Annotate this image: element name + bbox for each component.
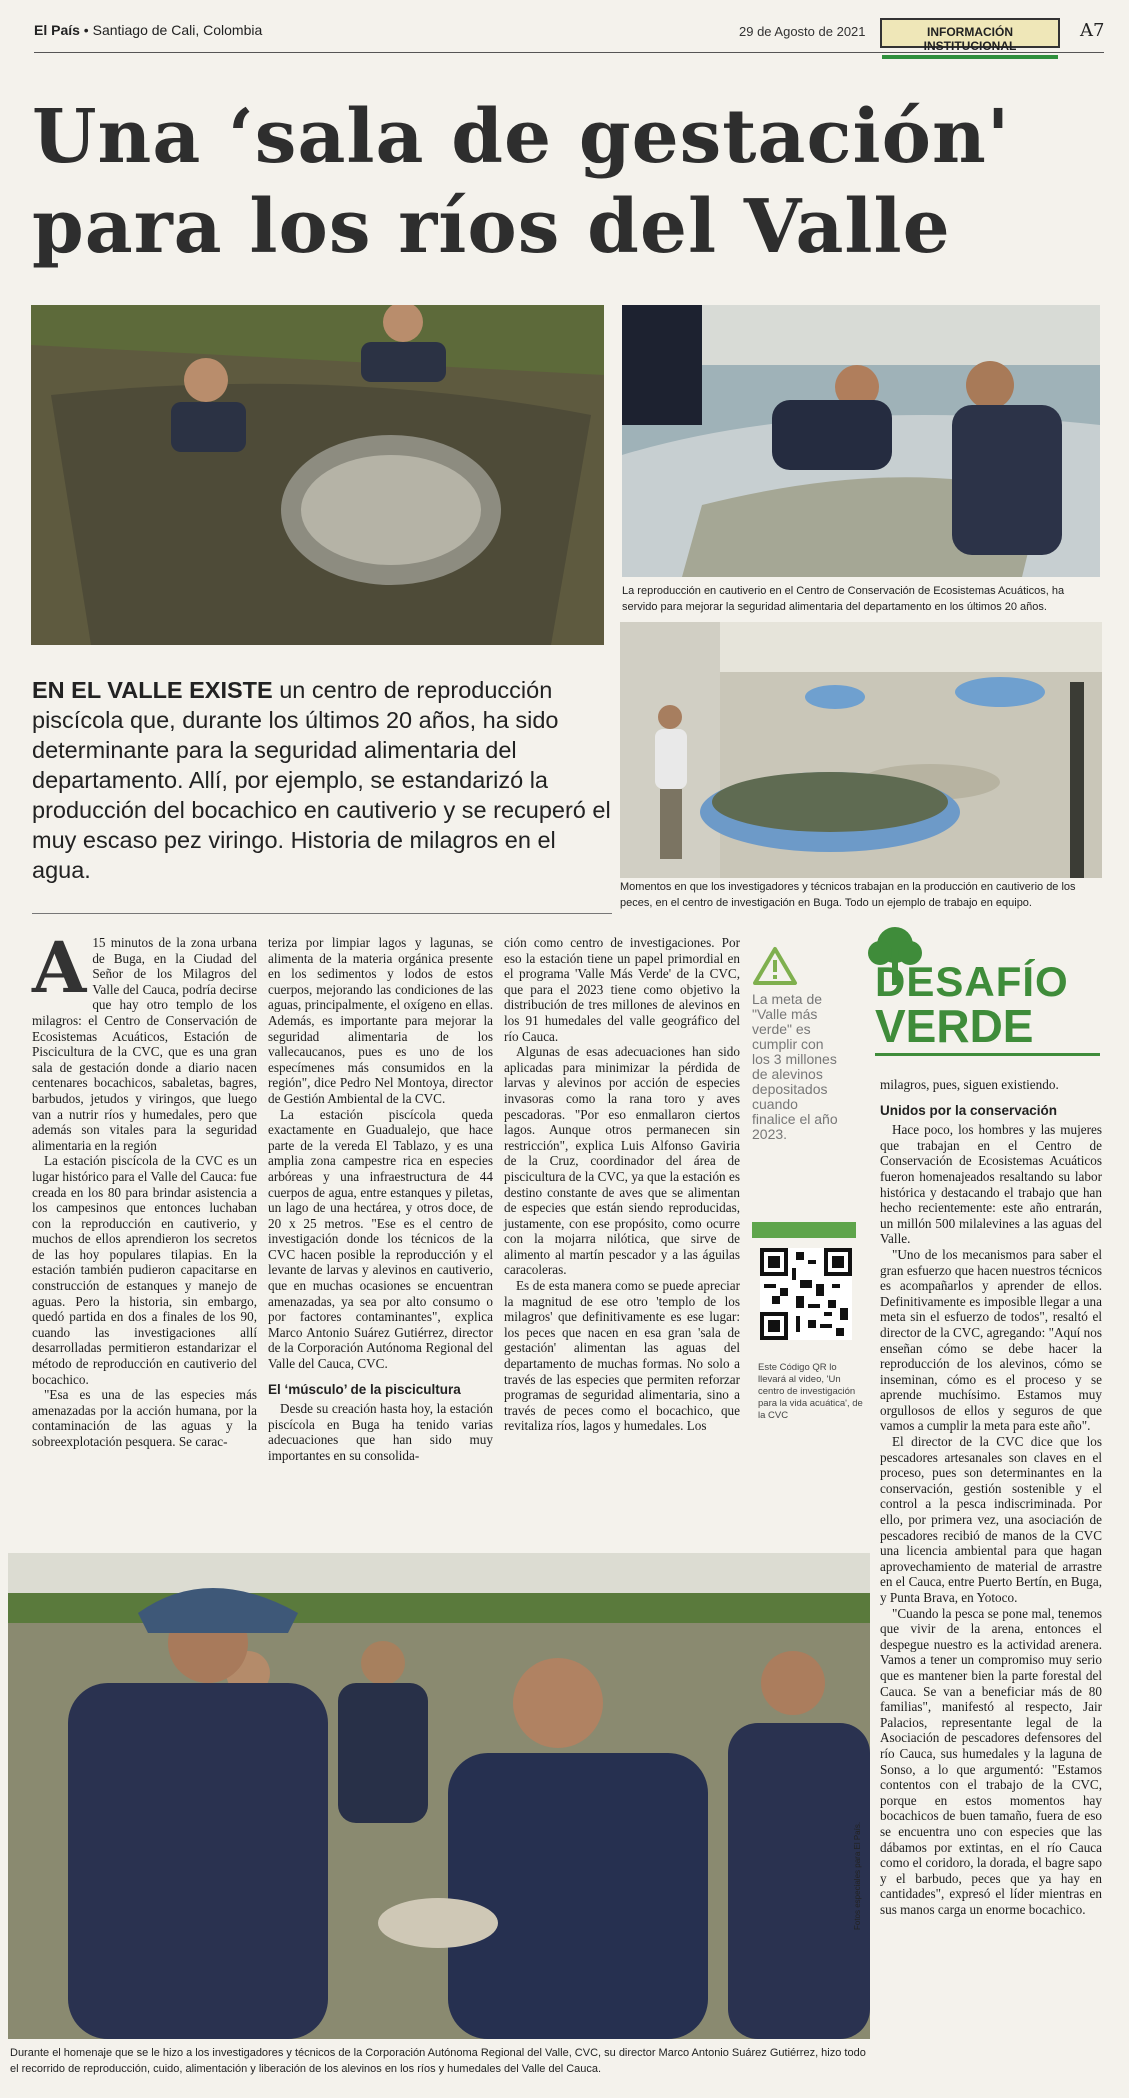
article-column-2 — [268, 935, 493, 1464]
logo-word-verde: VERDE — [875, 1000, 1034, 1052]
section-badge-label: INFORMACIÓN INSTITUCIONAL — [882, 25, 1058, 59]
article-column-1 — [32, 926, 257, 1450]
photo-breeding-tank — [622, 305, 1100, 577]
photo-caption-mid-right: Momentos en que los investigadores y técnicos trabajan en la producción en cautiverio de los peces, en el centro de investigación en Buga. Todo un ejemplo de trabajo en equipo. — [620, 881, 1076, 909]
photo-net-with-fish — [31, 305, 604, 645]
qr-code-icon[interactable] — [760, 1248, 852, 1344]
photo-caption-bottom: Durante el homenaje que se le hizo a los investigadores y técnicos de la Corporación Autónoma Regional del Valle, CVC, su director Marco Antonio Suárez Gutiérrez, hizo todo el recorrido de reproducción, cuido, alimentación y liberación de los alevinos en los ríos y humedales del Valle del Cauca. — [10, 2047, 866, 2075]
paragraph: 15 minutos de la zona urbana de Buga, en la Ciudad del Señor de los Milagros del Valle del Cauca, podría decirse que hay otro templo de los milagros: el Centro de Conservación de Ecosistemas Acuáticos, Estación de Piscicultura de la CVC, que es una gran sala de gestación donde a diario nacen centenares bocachicos, sabaletas, bagres, barbudos, jetudos y viringos, que luego van a nutrir ríos y humedales, pero que además son vitales para la seguridad alimentaria en la región — [32, 935, 257, 1153]
logo-underline — [875, 1053, 1100, 1056]
location: Santiago de Cali, Colombia — [92, 22, 263, 38]
issue-date: 29 de Agosto de 2021 — [739, 24, 866, 39]
page-header — [34, 18, 1104, 53]
paragraph: Desde su creación hasta hoy, la estación piscícola en Buga ha tenido varias adecuaciones que han sido muy importantes en su consolida- — [268, 1401, 493, 1463]
paragraph: Hace poco, los hombres y las mujeres que trabajan en el Centro de Conservación de Ecosistemas Acuáticos fueron homenajeados resaltando su labor histórica y destacando el trabajo que han hecho recientemente: este año entrarán, un millón 500 milalevines a las aguas del Valle. — [880, 1122, 1102, 1247]
paragraph: La estación piscícola de la CVC es un lugar histórico para el Valle del Cauca: fue creada en los 80 para brindar asistencia a los campesinos que entonces luchaban con la reproducción en cautiverio, y muchos de ellos aprendieron los secretos de las hoy populares tilapias. En la estación también pudieron capacitarse en construcción de estanques y manejo de aguas. Pero la historia, sin embargo, quedó partida en dos a finales de los 90, cuando las investigaciones allí desarrolladas permitieron estandarizar el método de reproducción en cautiverio del bocachico. — [32, 1153, 257, 1387]
warning-triangle-icon — [752, 946, 798, 990]
qr-note: Este Código QR lo llevará al video, 'Un centro de investigación para la vida acuática', de la CVC — [758, 1362, 863, 1421]
page-number: A7 — [1080, 20, 1105, 41]
logo-word-desafio: DESAFÍO — [875, 958, 1069, 1005]
article-column-3 — [504, 935, 740, 1434]
paragraph: Algunas de esas adecuaciones han sido aplicadas para minimizar la pérdida de larvas y alevinos por acción de especies invasoras como la rana toro y aves pescadoras. "Por eso enmallaron ciertos lagos. Aunque otros permanecen sin restricción", explica Luis Alfonso Gaviria de la Cruz, coordinador del área de piscicultura de la CVC, ya que la estación es destino constante de aves que se alimentan de especies que están siendo reproducidas, justamente, con ese propósito, como ocurre con la mojarra nilótica, que sirve de alimento al martín pescador y a las águilas caracoleras. — [504, 1044, 740, 1278]
headline-line-1: Una ‘sala de gestación' — [32, 94, 1011, 180]
paragraph: "Cuando la pesca se pone mal, tenemos que vivir de la arena, entonces el despegue nuestro es la actividad arenera. Vamos a tener un compromiso muy serio que es mantener bien la parte forestal del Cauca. Se van a beneficiar más de 80 familias", manifestó al respecto, Jair Palacios, representante legal de la Asociación de pescadores defensores del río Cauca, sus humedales y la laguna de Sonso, a lo que argumentó: "Estamos contentos con el trabajo de la CVC, porque en estos momentos hay bocachicos de buen tamaño, fuera de eso se encuentra uno con especies que las dábamos por extintas, en el río Cauca como el coridoro, la dorada, el bagre sapo y el barbudo, peces que ya hay en cantidades", expresó el líder mientras en sus manos carga un enorme bocachico. — [880, 1605, 1102, 1917]
subheading: El ‘músculo’ de la piscicultura — [268, 1381, 461, 1397]
paragraph: "Esa es una de las especies más amenazadas por la acción humana, por la contaminación de las aguas y la sobreexplotación pesquera. Se carac- — [32, 1387, 257, 1449]
masthead: El País • Santiago de Cali, Colombia — [34, 22, 263, 38]
paragraph: ción como centro de investigaciones. Por eso la estación tiene un papel primordial en el programa 'Valle Más Verde' de la CVC, que para el 2023 tiene como objetivo la distribución de tres millones de alevinos en los 91 humedales del valle geográfico del río Cauca. — [504, 935, 740, 1044]
paragraph: La estación piscícola queda exactamente en Guadualejo, que hace parte de la vereda El Tablazo, y es una amplia zona campestre rica en especies arbóreas y una infraestructura de 44 cuerpos de agua, entre estanques y piletas, un lago de una hectárea, y otros doce, de 20 x 25 metros. "Ese es el centro de investigación donde los técnicos de la CVC hacen posible la reproducción y el levante de larvas y alevinos en cautiverio, que en muchas ocasiones se encuentran amenazadas, ya sea por alto consumo o por factores contaminantes", explica Marco Antonio Suárez Gutiérrez, director de la Corporación Autónoma Regional del Valle del Cauca, CVC. — [268, 1106, 493, 1372]
pull-quote: La meta de "Valle más verde" es cumplir con los 3 millones de alevinos depositados cuando finalice el año 2023. — [752, 991, 838, 1142]
publication-name: El País — [34, 22, 80, 38]
paragraph: "Uno de los mecanismos para saber el gran esfuerzo que hacen nuestros técnicos es acompañarlos y aprender de ellos. Definitivamente es imposible llegar a una meta sin el esfuerzo de todos", resaltó el director de la CVC, agregando: "Aquí nos enseñan cómo se debe hacer la reproducción de los alevinos, cómo se inseminan, cómo es el proceso y se aprende muchísimo. Estamos muy orgullosos de ellos y seguros de que vamos a cumplir la meta para este año". — [880, 1246, 1102, 1434]
photo-caption-top-right: La reproducción en cautiverio en el Centro de Conservación de Ecosistemas Acuáticos, ha servido para mejorar la seguridad alimentaria del departamento en los últimos 20 años. — [622, 585, 1065, 613]
subheading: Unidos por la conservación — [880, 1102, 1058, 1118]
lead-paragraph — [32, 675, 612, 885]
paragraph: Es de esta manera como se puede apreciar la magnitud de ese otro 'templo de los milagros' que definitivamente es ese lugar: los peces que nacen en esa gran 'sala de gestación' alimentan las aguas del departamento de muchas formas. No solo a través de las especies que permiten reforzar programas de seguridad alimentaria, sino a través de peces como el bocachico, que revitaliza ríos, lagos y humedales. Los — [504, 1278, 740, 1434]
paragraph: El director de la CVC dice que los pescadores artesanales son claves en el proceso, pues son determinantes en la conservación, gestión sostenible y el control a la pesca indiscriminada. Por ello, por primera vez, una asociación de pescadores recibió de manos de la CVC una licencia ambiental para que hagan aprovechamiento de material de arrastre en el Cauca, entre Puerto Bertín, en Buga, y Punta Brava, en Yotoco. — [880, 1434, 1102, 1605]
section-badge — [880, 18, 1060, 53]
divider — [32, 913, 612, 914]
qr-header-bar — [752, 1222, 856, 1238]
lead-bold: EN EL VALLE EXISTE — [32, 677, 273, 703]
photo-credit: Fotos especiales para El País. — [853, 1821, 862, 1930]
headline — [32, 92, 1112, 272]
paragraph: milagros, pues, siguen existiendo. — [880, 1077, 1059, 1092]
photo-round-tanks — [620, 622, 1102, 878]
drop-cap: A — [32, 926, 87, 1009]
headline-line-2: para los ríos del Valle — [32, 184, 951, 270]
lead-text: un centro de reproducción piscícola que, durante los últimos 20 años, ha sido determinante para la seguridad alimentaria del departamento. Allí, por ejemplo, se estandarizó la producción del bocachico en cautiverio y se recuperó el muy escaso pez viringo. Historia de milagros en el agua. — [32, 677, 611, 883]
article-column-4 — [880, 1077, 1102, 1917]
photo-fishermen-in-pond — [8, 1553, 870, 2039]
paragraph: teriza por limpiar lagos y lagunas, se alimenta de la materia orgánica presente en los sedimentos y lodos de estos cuerpos, mejorando las condiciones de las aguas, principalmente, el oxígeno en ellas. Además, es importante para mejorar la seguridad alimentaria de los vallecaucanos, pues es uno de los especímenes más consumidos en la región", dice Pedro Nel Montoya, director de Gestión Ambiental de la CVC. — [268, 935, 493, 1106]
